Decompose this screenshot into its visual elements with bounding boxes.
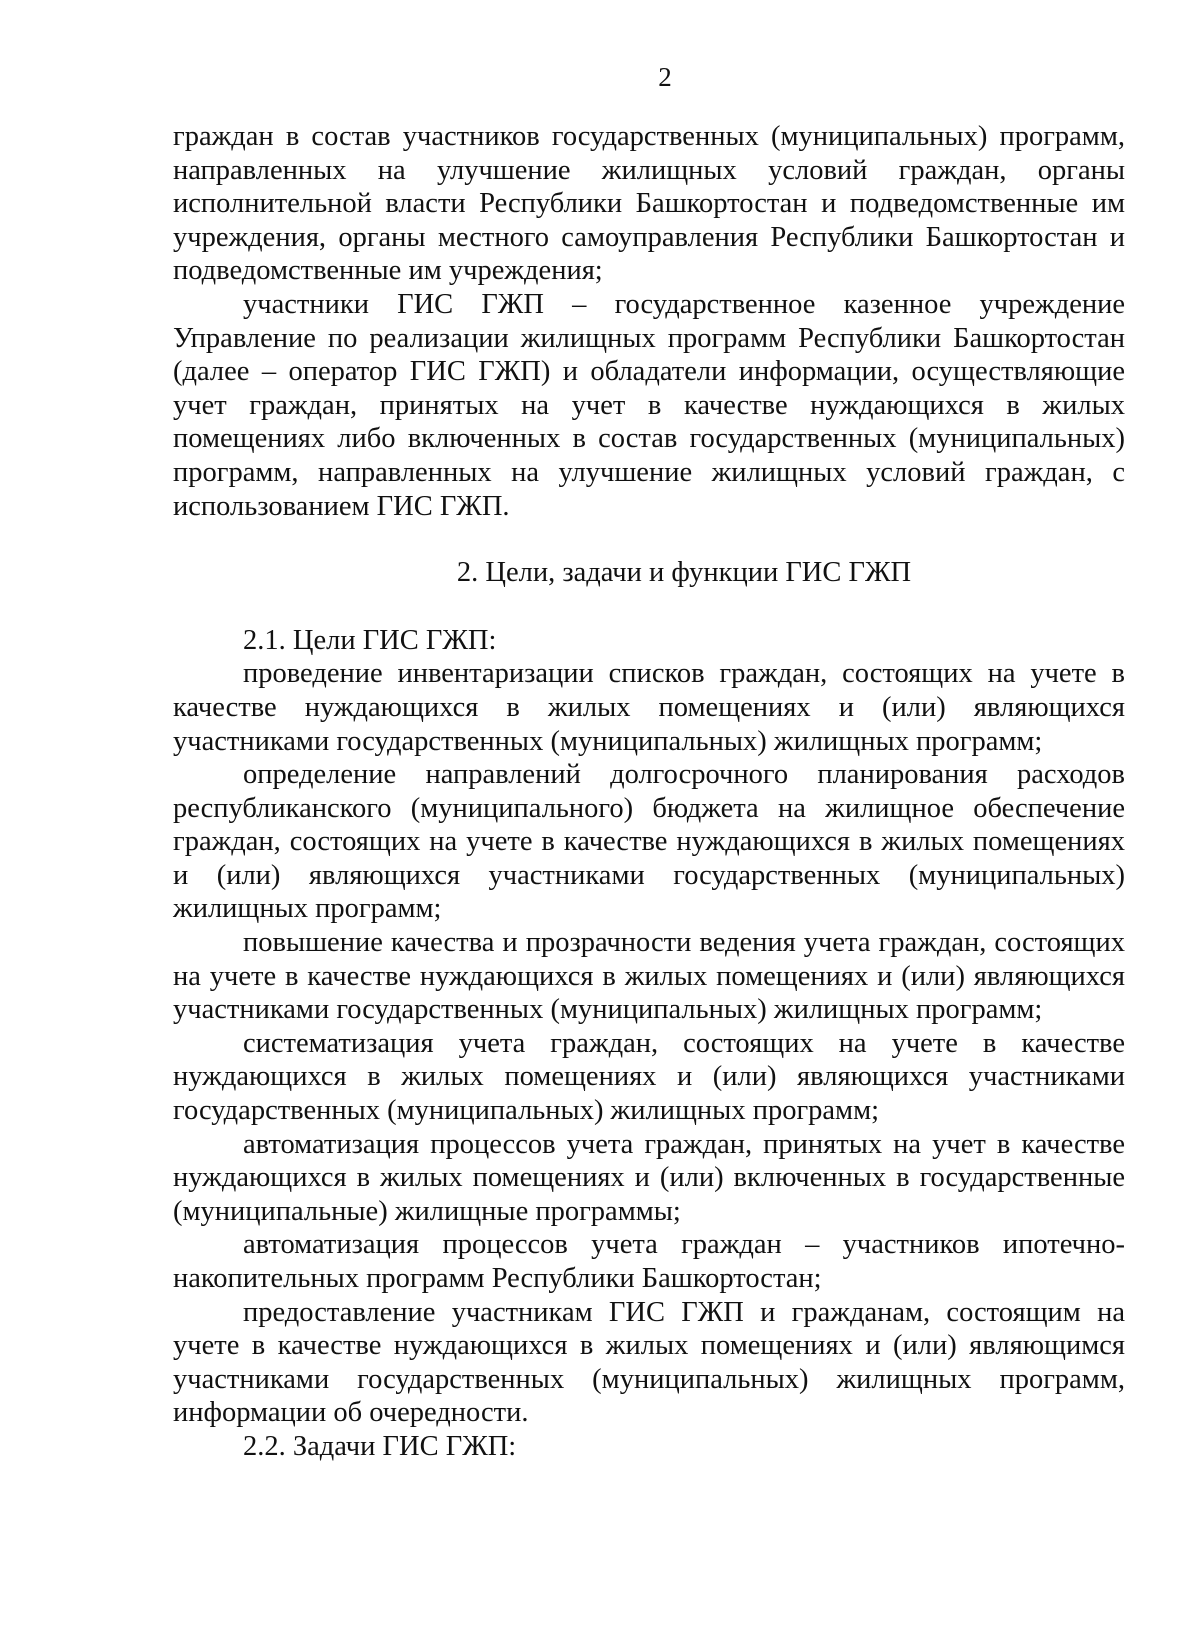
goal-item: автоматизация процессов учета граждан, принятых на учет в качестве нуждающихся в жилых помещениях и (или) включенных в государственные (муниципальные) жилищные программы; [173, 1128, 1125, 1227]
document-body [173, 120, 1125, 1464]
paragraph-continuation: граждан в состав участников государственных (муниципальных) программ, направленных на улучшение жилищных условий граждан, органы исполнительной власти Республики Башкортостан и подведомственные им учреждения, органы местного самоуправления Республики Башкортостан и подведомственные им учреждения; [173, 121, 1125, 287]
goal-item: автоматизация процессов учета граждан – участников ипотечно-накопительных программ Республики Башкортостан; [173, 1229, 1125, 1294]
section-heading: 2. Цели, задачи и функции ГИС ГЖП [456, 557, 912, 589]
page-number: 2 [658, 62, 672, 92]
goal-item: повышение качества и прозрачности ведения учета граждан, состоящих на учете в качестве нуждающихся в жилых помещениях и (или) являющихся участниками государственных (муниципальных) жилищных программ; [173, 927, 1125, 1026]
goal-item: предоставление участникам ГИС ГЖП и гражданам, состоящим на учете в качестве нуждающихся в жилых помещениях и (или) являющимся участниками государственных (муниципальных) жилищных программ, информации об очередности. [173, 1296, 1125, 1429]
goal-item: проведение инвентаризации списков граждан, состоящих на учете в качестве нуждающихся в жилых помещениях и (или) являющихся участниками государственных (муниципальных) жилищных программ; [173, 658, 1125, 757]
subsection-tasks-title: 2.2. Задачи ГИС ГЖП: [243, 1430, 517, 1462]
goal-item: систематизация учета граждан, состоящих на учете в качестве нуждающихся в жилых помещениях и (или) являющихся участниками государственных (муниципальных) жилищных программ; [173, 1027, 1125, 1127]
paragraph-participants: участники ГИС ГЖП – государственное казенное учреждение Управление по реализации жилищных программ Республики Башкортостан (далее – оператор ГИС ГЖП) и обладатели информации, осуществляющие учет граждан, принятых на учет в качестве нуждающихся в жилых помещениях либо включенных в состав государственных (муниципальных) программ, направленных на улучшение жилищных условий граждан, с использованием ГИС ГЖП. [173, 288, 1125, 522]
goal-item: определение направлений долгосрочного планирования расходов республиканского (муниципального) бюджета на жилищное обеспечение граждан, состоящих на учете в качестве нуждающихся в жилых помещениях и (или) являющихся участниками государственных (муниципальных) жилищных программ; [173, 759, 1125, 925]
subsection-goals-title: 2.1. Цели ГИС ГЖП: [243, 624, 497, 656]
